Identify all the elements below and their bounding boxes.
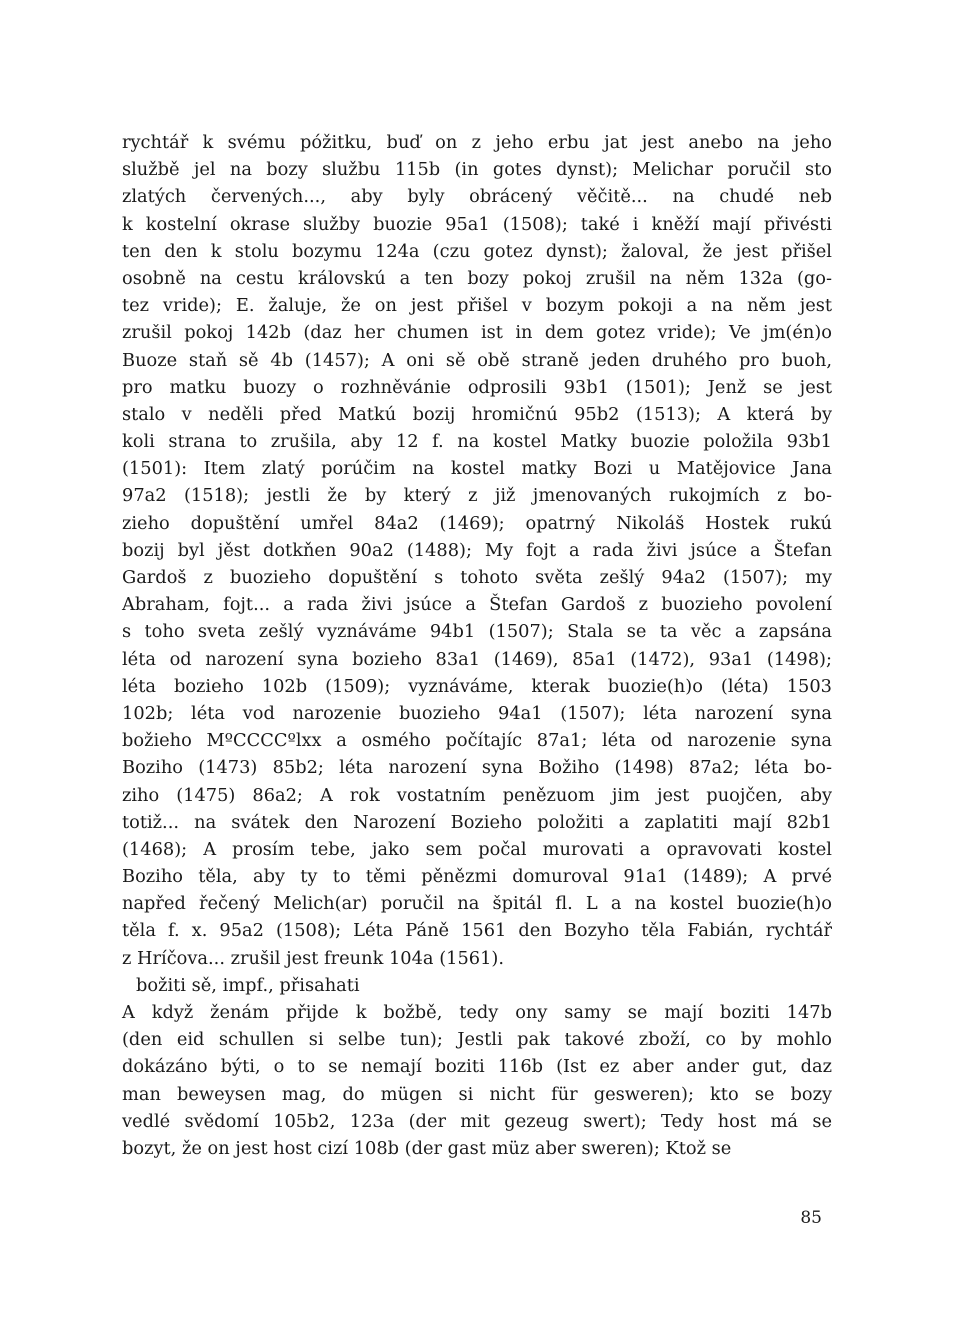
text-line: zrušil pokoj 142b (daz her chumen ist in dem gotez vride); Ve jm(én)o	[122, 322, 832, 344]
text-line: z Hríčova... zrušil jest freunk 104a (1561).	[122, 947, 504, 969]
text-line: vedlé svědomí 105b2, 123a (der mit gezeug swert); Tedy host má se	[122, 1110, 832, 1132]
text-line: Abraham, fojt... a rada živi jsúce a Štefan Gardoš z buozieho povolení	[122, 594, 832, 616]
text-line: službě jel na bozy službu 115b (in gotes dynst); Melichar poručil sto	[122, 159, 832, 181]
text-line: Buoze staň sě 4b (1457); A oni sě obě straně jeden druhého pro buoh,	[122, 349, 832, 371]
page-number: 85	[800, 1208, 822, 1228]
text-line: tez vride); E. žaluje, že on jest přišel v bozym pokoji a na něm jest	[122, 295, 832, 317]
dictionary-text	[122, 129, 832, 1162]
text-line: (1468); A prosím tebe, jako sem počal murovati a opravovati kostel	[122, 838, 832, 860]
text-line: (den eid schullen si selbe tun); Jestli pak takové zboží, co by mohlo	[122, 1029, 832, 1051]
entry-headword-line: božiti sě, impf., přisahati	[136, 974, 360, 996]
text-line: totiž... na svátek den Narození Bozieho položiti a zaplatiti mají 82b1	[122, 811, 832, 833]
text-line: božieho MºCCCCºlxx a osmého počítajíc 87a1; léta od narozenie syna	[122, 730, 832, 752]
text-line: koli strana to zrušila, aby 12 f. na kostel Matky buozie položila 93b1	[122, 431, 832, 453]
text-line: napřed řečený Melich(ar) poručil na špitál fl. L a na kostel buozie(h)o	[122, 893, 832, 915]
text-line: 102b; léta vod narozenie buozieho 94a1 (1507); léta narození syna	[122, 702, 832, 724]
text-line: osobně na cestu královskú a ten bozy pokoj zrušil na něm 132a (go-	[122, 267, 832, 289]
text-line: ten den k stolu bozymu 124a (czu gotez dynst); žaloval, že jest přišel	[122, 240, 832, 262]
text-line: zieho dopuštění umřel 84a2 (1469); opatrný Nikoláš Hostek rukú	[122, 512, 832, 534]
text-line: Boziho (1473) 85b2; léta narození syna Božiho (1498) 87a2; léta bo-	[122, 757, 832, 779]
text-line: stalo v neděli před Matkú bozij hromičnú 95b2 (1513); A která by	[122, 403, 832, 425]
text-line: man beweysen mag, do mügen si nicht für gesweren); kto se bozy	[122, 1083, 832, 1105]
text-line: léta bozieho 102b (1509); vyznáváme, kterak buozie(h)o (léta) 1503	[122, 675, 832, 697]
text-line: pro matku buozy o rozhněvánie odprosili 93b1 (1501); Jenž se jest	[122, 376, 832, 398]
text-line: bozyt, že on jest host cizí 108b (der gast müz aber sweren); Ktož se	[122, 1137, 732, 1159]
text-line: A když ženám přijde k božbě, tedy ony samy se mají boziti 147b	[122, 1002, 832, 1023]
text-line: rychtář k svému póžitku, buď on z jeho erbu jat jest anebo na jeho	[122, 132, 832, 153]
text-line: bozij byl jěst dotkňen 90a2 (1488); My fojt a rada živi jsúce a Štefan	[122, 539, 832, 561]
text-line: Boziho těla, aby ty to těmi pěnězmi domuroval 91a1 (1489); A prvé	[122, 866, 832, 888]
text-line: s toho sveta zešlý vyznáváme 94b1 (1507); Stala se ta věc a zapsána	[122, 621, 832, 643]
text-line: léta od narození syna bozieho 83a1 (1469), 85a1 (1472), 93a1 (1498);	[122, 648, 832, 670]
text-line: zlatých červených..., aby byly obrácený věčitě... na chudé neb	[122, 186, 832, 208]
text-line: ziho (1475) 86a2; A rok vostatním penězuom jim jest puojčen, aby	[122, 784, 832, 806]
text-line: těla f. x. 95a2 (1508); Léta Páně 1561 den Bozyho těla Fabián, rychtář	[122, 920, 832, 942]
text-line: Gardoš z buozieho dopuštění s tohoto světa zešlý 94a2 (1507); my	[122, 567, 832, 588]
text-line: 97a2 (1518); jestli že by který z již jmenovaných rukojmích z bo-	[122, 485, 832, 507]
text-line: k kostelní okrase služby buozie 95a1 (1508); také i kněží mají přivésti	[122, 213, 832, 235]
text-line: (1501): Item zlatý porúčim na kostel matky Bozi u Matějovice Jana	[122, 458, 832, 480]
text-line: dokázáno býti, o to se nemají boziti 116b (Ist ez aber ander gut, daz	[122, 1056, 832, 1078]
